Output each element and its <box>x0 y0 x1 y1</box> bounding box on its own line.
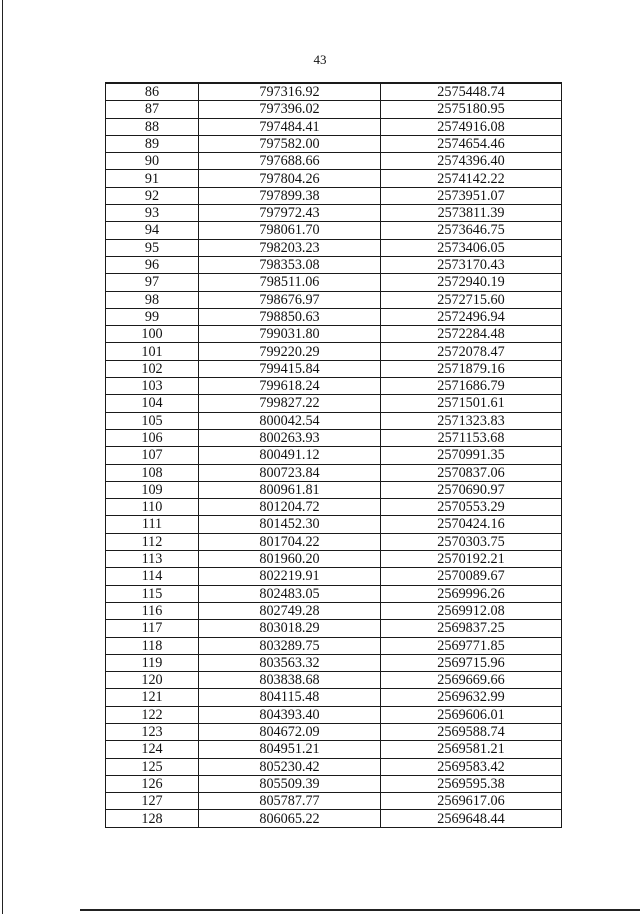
table-row <box>106 775 562 792</box>
point-number-cell: 100 <box>106 326 199 343</box>
x-coordinate-cell: 798676.97 <box>199 291 381 308</box>
table-row <box>106 741 562 758</box>
table-row <box>106 326 562 343</box>
y-coordinate-cell: 2570991.35 <box>381 447 562 464</box>
point-number-cell: 98 <box>106 291 199 308</box>
table-row <box>106 810 562 827</box>
point-number-cell: 120 <box>106 672 199 689</box>
point-number-cell: 126 <box>106 775 199 792</box>
point-number-cell: 106 <box>106 429 199 446</box>
y-coordinate-cell: 2569996.26 <box>381 585 562 602</box>
point-number-cell: 105 <box>106 412 199 429</box>
y-coordinate-cell: 2575180.95 <box>381 101 562 118</box>
table-row <box>106 256 562 273</box>
y-coordinate-cell: 2573170.43 <box>381 256 562 273</box>
point-number-cell: 118 <box>106 637 199 654</box>
y-coordinate-cell: 2570089.67 <box>381 568 562 585</box>
point-number-cell: 124 <box>106 741 199 758</box>
table-row <box>106 464 562 481</box>
y-coordinate-cell: 2571686.79 <box>381 378 562 395</box>
y-coordinate-cell: 2569617.06 <box>381 793 562 810</box>
point-number-cell: 89 <box>106 135 199 152</box>
table-row <box>106 291 562 308</box>
x-coordinate-cell: 804951.21 <box>199 741 381 758</box>
x-coordinate-cell: 798061.70 <box>199 222 381 239</box>
coordinates-table <box>105 82 562 828</box>
point-number-cell: 116 <box>106 602 199 619</box>
table-row <box>106 723 562 740</box>
x-coordinate-cell: 797396.02 <box>199 101 381 118</box>
y-coordinate-cell: 2570192.21 <box>381 551 562 568</box>
point-number-cell: 94 <box>106 222 199 239</box>
x-coordinate-cell: 801204.72 <box>199 499 381 516</box>
x-coordinate-cell: 802749.28 <box>199 602 381 619</box>
x-coordinate-cell: 797804.26 <box>199 170 381 187</box>
x-coordinate-cell: 798850.63 <box>199 308 381 325</box>
point-number-cell: 108 <box>106 464 199 481</box>
y-coordinate-cell: 2572715.60 <box>381 291 562 308</box>
x-coordinate-cell: 801452.30 <box>199 516 381 533</box>
table-row <box>106 793 562 810</box>
point-number-cell: 104 <box>106 395 199 412</box>
table-row <box>106 481 562 498</box>
x-coordinate-cell: 803289.75 <box>199 637 381 654</box>
point-number-cell: 127 <box>106 793 199 810</box>
y-coordinate-cell: 2569837.25 <box>381 620 562 637</box>
point-number-cell: 92 <box>106 187 199 204</box>
y-coordinate-cell: 2574142.22 <box>381 170 562 187</box>
y-coordinate-cell: 2572940.19 <box>381 274 562 291</box>
point-number-cell: 90 <box>106 153 199 170</box>
y-coordinate-cell: 2571879.16 <box>381 360 562 377</box>
point-number-cell: 114 <box>106 568 199 585</box>
x-coordinate-cell: 805509.39 <box>199 775 381 792</box>
table-row <box>106 499 562 516</box>
x-coordinate-cell: 801960.20 <box>199 551 381 568</box>
table-row <box>106 378 562 395</box>
x-coordinate-cell: 804115.48 <box>199 689 381 706</box>
x-coordinate-cell: 804393.40 <box>199 706 381 723</box>
point-number-cell: 117 <box>106 620 199 637</box>
point-number-cell: 123 <box>106 723 199 740</box>
table-row <box>106 551 562 568</box>
x-coordinate-cell: 804672.09 <box>199 723 381 740</box>
y-coordinate-cell: 2574654.46 <box>381 135 562 152</box>
point-number-cell: 99 <box>106 308 199 325</box>
table-row <box>106 620 562 637</box>
point-number-cell: 96 <box>106 256 199 273</box>
point-number-cell: 87 <box>106 101 199 118</box>
point-number-cell: 103 <box>106 378 199 395</box>
x-coordinate-cell: 801704.22 <box>199 533 381 550</box>
table-row <box>106 135 562 152</box>
point-number-cell: 95 <box>106 239 199 256</box>
table-row <box>106 758 562 775</box>
table-row <box>106 395 562 412</box>
x-coordinate-cell: 803563.32 <box>199 654 381 671</box>
x-coordinate-cell: 797972.43 <box>199 205 381 222</box>
table-row <box>106 118 562 135</box>
table-row <box>106 602 562 619</box>
y-coordinate-cell: 2574396.40 <box>381 153 562 170</box>
x-coordinate-cell: 798353.08 <box>199 256 381 273</box>
table-row <box>106 568 562 585</box>
y-coordinate-cell: 2570837.06 <box>381 464 562 481</box>
y-coordinate-cell: 2571501.61 <box>381 395 562 412</box>
y-coordinate-cell: 2569669.66 <box>381 672 562 689</box>
page-edge-left <box>2 0 3 914</box>
y-coordinate-cell: 2572496.94 <box>381 308 562 325</box>
point-number-cell: 109 <box>106 481 199 498</box>
x-coordinate-cell: 799031.80 <box>199 326 381 343</box>
point-number-cell: 102 <box>106 360 199 377</box>
x-coordinate-cell: 805230.42 <box>199 758 381 775</box>
y-coordinate-cell: 2570303.75 <box>381 533 562 550</box>
x-coordinate-cell: 802483.05 <box>199 585 381 602</box>
x-coordinate-cell: 800491.12 <box>199 447 381 464</box>
table-row <box>106 170 562 187</box>
y-coordinate-cell: 2573406.05 <box>381 239 562 256</box>
page-number: 43 <box>313 52 327 67</box>
x-coordinate-cell: 800042.54 <box>199 412 381 429</box>
point-number-cell: 122 <box>106 706 199 723</box>
point-number-cell: 97 <box>106 274 199 291</box>
table-row <box>106 222 562 239</box>
y-coordinate-cell: 2569715.96 <box>381 654 562 671</box>
point-number-cell: 121 <box>106 689 199 706</box>
x-coordinate-cell: 805787.77 <box>199 793 381 810</box>
table-row <box>106 447 562 464</box>
x-coordinate-cell: 806065.22 <box>199 810 381 827</box>
point-number-cell: 119 <box>106 654 199 671</box>
y-coordinate-cell: 2569648.44 <box>381 810 562 827</box>
y-coordinate-cell: 2574916.08 <box>381 118 562 135</box>
y-coordinate-cell: 2569606.01 <box>381 706 562 723</box>
table-row <box>106 205 562 222</box>
point-number-cell: 112 <box>106 533 199 550</box>
y-coordinate-cell: 2570553.29 <box>381 499 562 516</box>
point-number-cell: 86 <box>106 83 199 101</box>
point-number-cell: 110 <box>106 499 199 516</box>
y-coordinate-cell: 2573646.75 <box>381 222 562 239</box>
table-row <box>106 101 562 118</box>
x-coordinate-cell: 802219.91 <box>199 568 381 585</box>
table-row <box>106 153 562 170</box>
table-row <box>106 689 562 706</box>
y-coordinate-cell: 2573951.07 <box>381 187 562 204</box>
y-coordinate-cell: 2573811.39 <box>381 205 562 222</box>
table-row <box>106 83 562 101</box>
table-row <box>106 360 562 377</box>
y-coordinate-cell: 2571153.68 <box>381 429 562 446</box>
y-coordinate-cell: 2569632.99 <box>381 689 562 706</box>
x-coordinate-cell: 797484.41 <box>199 118 381 135</box>
y-coordinate-cell: 2572078.47 <box>381 343 562 360</box>
table-row <box>106 637 562 654</box>
page-edge-bottom <box>80 909 640 911</box>
x-coordinate-cell: 800723.84 <box>199 464 381 481</box>
table-row <box>106 706 562 723</box>
x-coordinate-cell: 798511.06 <box>199 274 381 291</box>
x-coordinate-cell: 803018.29 <box>199 620 381 637</box>
table-row <box>106 187 562 204</box>
table-row <box>106 533 562 550</box>
point-number-cell: 107 <box>106 447 199 464</box>
x-coordinate-cell: 798203.23 <box>199 239 381 256</box>
x-coordinate-cell: 800961.81 <box>199 481 381 498</box>
point-number-cell: 125 <box>106 758 199 775</box>
table-row <box>106 343 562 360</box>
x-coordinate-cell: 803838.68 <box>199 672 381 689</box>
x-coordinate-cell: 797582.00 <box>199 135 381 152</box>
x-coordinate-cell: 799415.84 <box>199 360 381 377</box>
y-coordinate-cell: 2571323.83 <box>381 412 562 429</box>
x-coordinate-cell: 799220.29 <box>199 343 381 360</box>
table-row <box>106 412 562 429</box>
x-coordinate-cell: 800263.93 <box>199 429 381 446</box>
y-coordinate-cell: 2575448.74 <box>381 83 562 101</box>
y-coordinate-cell: 2569771.85 <box>381 637 562 654</box>
coordinates-table-body <box>106 83 562 827</box>
point-number-cell: 113 <box>106 551 199 568</box>
y-coordinate-cell: 2569588.74 <box>381 723 562 740</box>
y-coordinate-cell: 2570424.16 <box>381 516 562 533</box>
table-row <box>106 654 562 671</box>
x-coordinate-cell: 797688.66 <box>199 153 381 170</box>
table-row <box>106 516 562 533</box>
y-coordinate-cell: 2569583.42 <box>381 758 562 775</box>
y-coordinate-cell: 2569912.08 <box>381 602 562 619</box>
y-coordinate-cell: 2570690.97 <box>381 481 562 498</box>
x-coordinate-cell: 799618.24 <box>199 378 381 395</box>
table-row <box>106 308 562 325</box>
point-number-cell: 111 <box>106 516 199 533</box>
table-row <box>106 274 562 291</box>
table-row <box>106 239 562 256</box>
table-row <box>106 585 562 602</box>
table-row <box>106 672 562 689</box>
point-number-cell: 128 <box>106 810 199 827</box>
y-coordinate-cell: 2572284.48 <box>381 326 562 343</box>
x-coordinate-cell: 797316.92 <box>199 83 381 101</box>
point-number-cell: 93 <box>106 205 199 222</box>
point-number-cell: 88 <box>106 118 199 135</box>
y-coordinate-cell: 2569595.38 <box>381 775 562 792</box>
table-row <box>106 429 562 446</box>
x-coordinate-cell: 797899.38 <box>199 187 381 204</box>
x-coordinate-cell: 799827.22 <box>199 395 381 412</box>
point-number-cell: 91 <box>106 170 199 187</box>
point-number-cell: 101 <box>106 343 199 360</box>
y-coordinate-cell: 2569581.21 <box>381 741 562 758</box>
point-number-cell: 115 <box>106 585 199 602</box>
